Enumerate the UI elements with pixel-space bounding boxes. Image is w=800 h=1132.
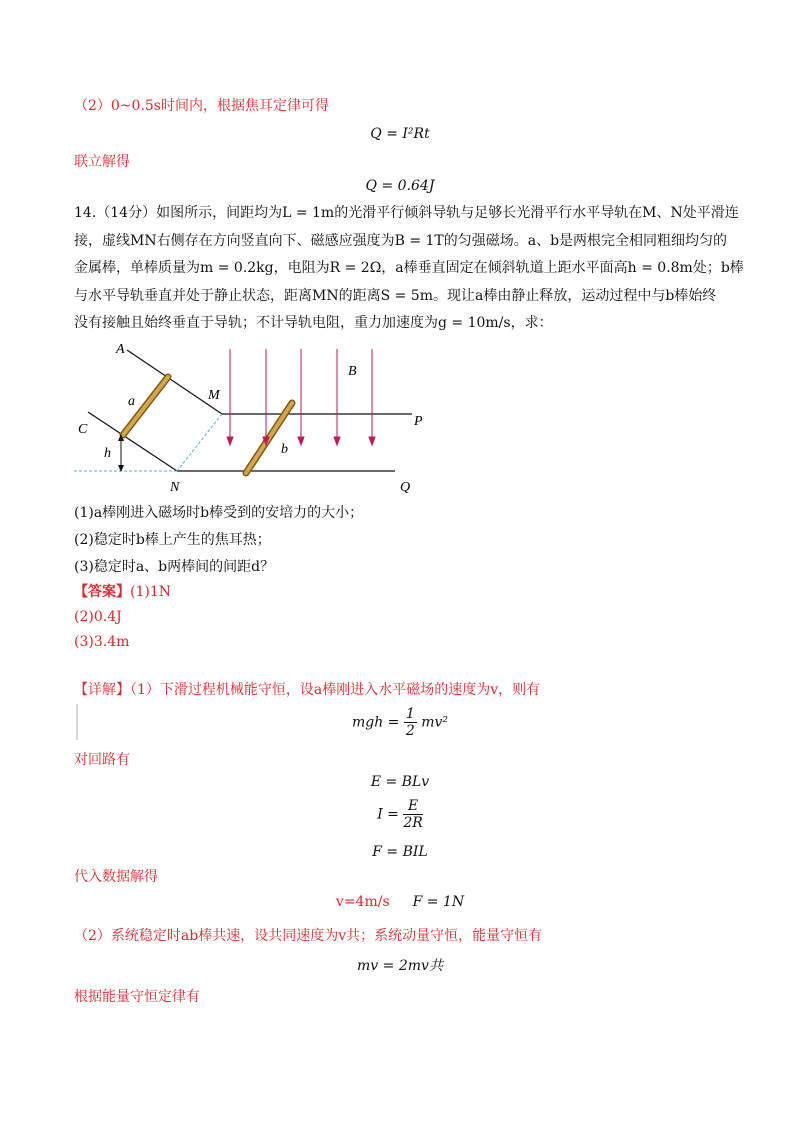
equation-momentum: mv = 2mv共 <box>357 958 443 974</box>
fraction-half-num: 1 <box>405 706 415 722</box>
answer-2: (2)0.4J <box>74 609 122 625</box>
incline-rail-upper <box>127 350 222 414</box>
part2-intro: （2）0~0.5s时间内，根据焦耳定律可得 <box>74 98 329 114</box>
label-B: B <box>348 364 357 379</box>
label-N: N <box>170 480 180 495</box>
equation-joule-value: Q = 0.64J <box>365 178 435 194</box>
fraction-current-num: E <box>403 798 422 815</box>
label-M: M <box>208 388 220 403</box>
result-v: v=4m/s <box>335 894 390 910</box>
problem-line-3: 金属棒，单棒质量为m = 0.2kg，电阻为R = 2Ω，a棒垂直固定在倾斜轨道上距水平面高h = 0.8m处；b棒 <box>74 260 744 276</box>
label-Q: Q <box>400 480 411 495</box>
problem-line-4: 与水平导轨垂直并处于静止状态，距离MN的距离S = 5m。现让a棒由静止释放，运动过程中与b棒始终 <box>74 288 717 304</box>
equation-force: F = BIL <box>372 844 428 860</box>
label-A: A <box>116 342 125 357</box>
label-P: P <box>414 414 423 429</box>
label-b: b <box>281 442 288 457</box>
question-2: (2)稳定时b棒上产生的焦耳热； <box>74 532 271 548</box>
label-h: h <box>104 446 111 461</box>
boundary-mn-dashed <box>177 414 222 471</box>
fraction-current <box>403 798 422 831</box>
fraction-half-den: 2 <box>405 723 415 739</box>
eq-energy-left: mgh = <box>351 714 400 731</box>
detail-part2: （2）系统稳定时ab棒共速，设共同速度为v共；系统动量守恒，能量守恒有 <box>74 928 543 944</box>
problem-line-1: 14.（14分）如图所示，间距均为L = 1m的光滑平行倾斜导轨与足够长光滑平行水平导轨在M、N处平滑连 <box>74 205 739 221</box>
fraction-current-den: 2R <box>403 815 423 831</box>
problem-line-5: 没有接触且始终垂直于导轨；不计导轨电阻，重力加速度为g = 10m/s，求： <box>74 315 553 331</box>
answer-3: (3)3.4m <box>74 634 130 650</box>
equation-energy <box>0 706 800 739</box>
detail-intro: 【详解】（1）下滑过程机械能守恒，设a棒刚进入水平磁场的速度为v，则有 <box>74 682 541 698</box>
label-a: a <box>128 394 135 409</box>
loop-text: 对回路有 <box>74 752 130 768</box>
question-3: (3)稳定时a、b两棒间的间距d？ <box>74 559 275 575</box>
equation-current <box>0 798 800 831</box>
fraction-half <box>404 706 417 739</box>
result-F: F = 1N <box>412 894 465 910</box>
solve-jointly: 联立解得 <box>74 154 130 170</box>
eq-energy-right: mv² <box>421 714 449 731</box>
eq-current-left: I = <box>377 806 399 823</box>
label-C: C <box>78 422 88 437</box>
equation-joule: Q = I²Rt <box>370 126 430 142</box>
answer-1: (1)1N <box>130 584 171 600</box>
results-line <box>0 892 800 912</box>
energy-text: 根据能量守恒定律有 <box>74 989 200 1005</box>
answer-label: 【答案】 <box>74 584 130 600</box>
equation-emf: E = BLv <box>370 774 430 790</box>
rails-diagram <box>60 335 440 500</box>
height-arrow-head-down <box>118 465 124 472</box>
question-1: (1)a棒刚进入磁场时b棒受到的安培力的大小； <box>74 505 364 521</box>
problem-line-2: 接，虚线MN右侧存在方向竖直向下、磁感应强度为B = 1T的匀强磁场。a、b是两根完全相同粗细均匀的 <box>74 233 728 249</box>
substitute-text: 代入数据解得 <box>74 869 158 885</box>
answer-line-1 <box>74 582 171 602</box>
